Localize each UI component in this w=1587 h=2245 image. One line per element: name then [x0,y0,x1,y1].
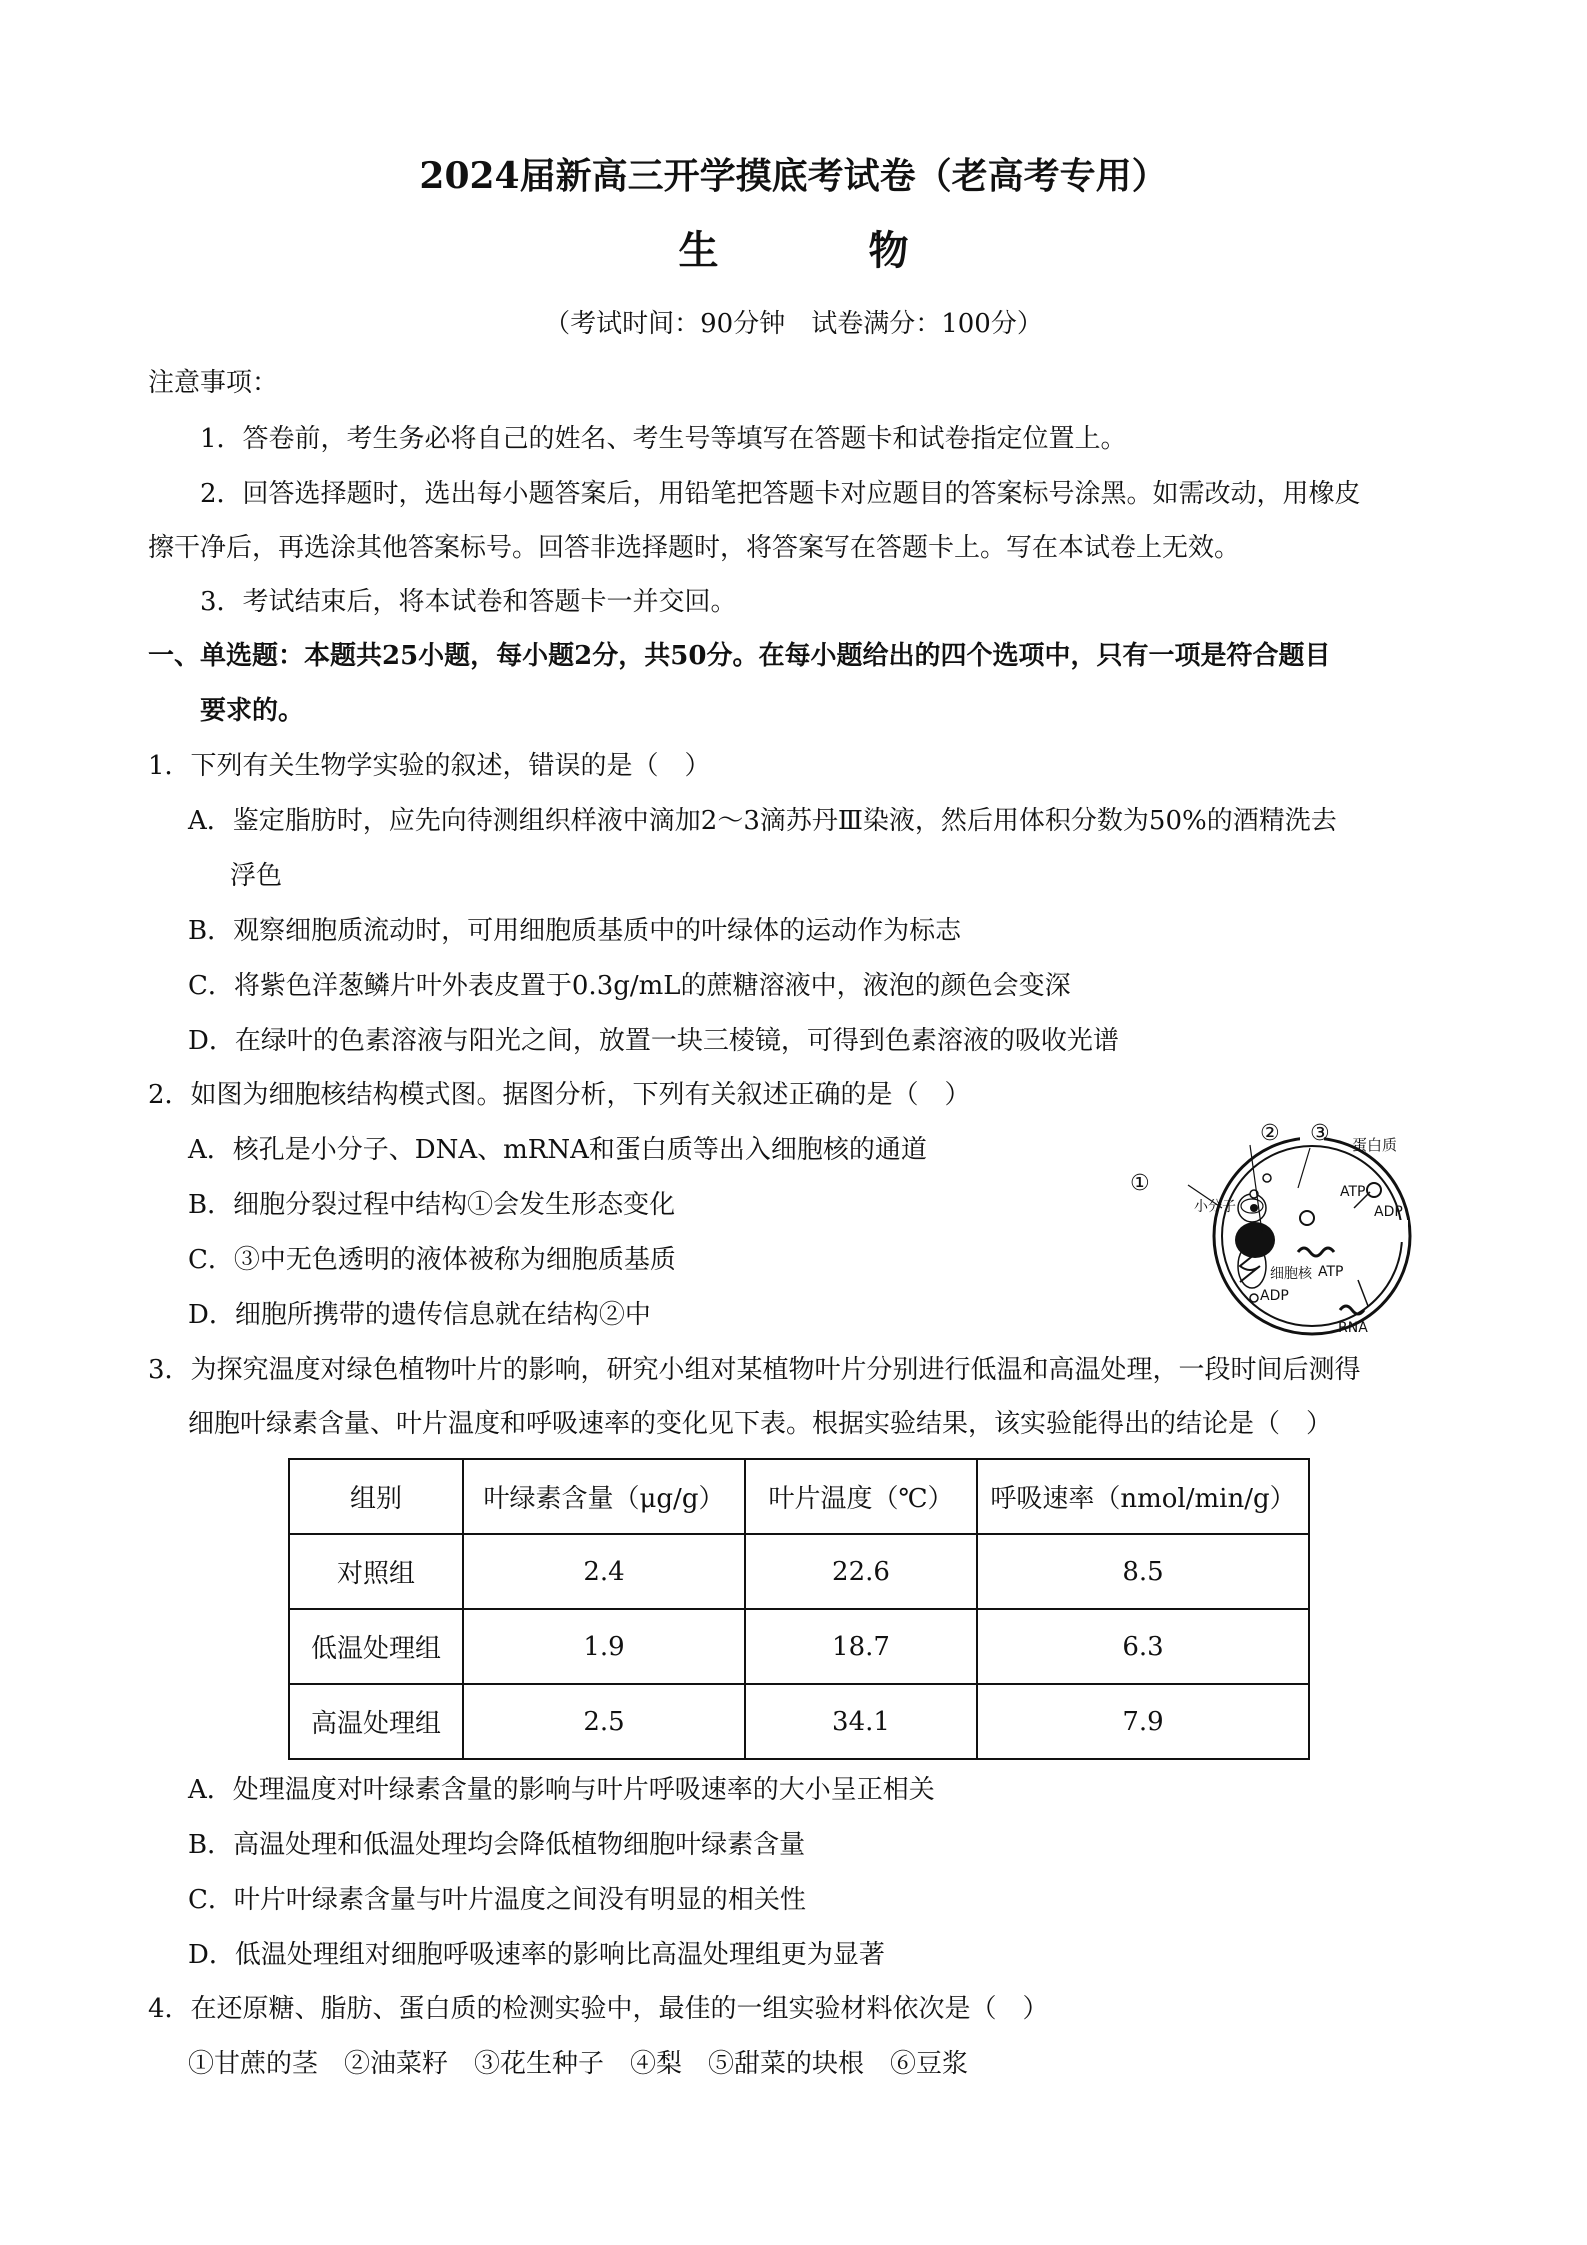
atp-label-bottom: ATP [1318,1264,1344,1280]
protein-label: 蛋白质 [1352,1136,1398,1154]
q4-stem: 4．在还原糖、脂肪、蛋白质的检测实验中，最佳的一组实验材料依次是（ ） [148,1994,1049,2024]
q1-option-b: B．观察细胞质流动时，可用细胞质基质中的叶绿体的运动作为标志 [188,916,962,946]
section-1-line-2: 要求的。 [200,696,305,726]
pore-open-dot-2 [1263,1174,1271,1182]
chromatin-dot [1250,1294,1258,1302]
q1-option-a-line-2: 浮色 [230,861,283,891]
q4-material-options: ①甘蔗的茎 ②油菜籽 ③花生种子 ④梨 ⑤甜菜的块根 ⑥豆浆 [188,2049,969,2079]
arrow-rna-out [1358,1280,1368,1306]
q2-option-d: D．细胞所携带的遗传信息就在结构②中 [188,1300,651,1330]
nucleus-structure-diagram [1122,1110,1492,1340]
small-molecule-label: 小分子 [1194,1199,1236,1215]
table-row [289,1609,1309,1684]
q3-option-d: D．低温处理组对细胞呼吸速率的影响比高温处理组更为显著 [188,1940,885,1970]
subject-heading [0,226,1587,276]
q1-option-a-line-1: A．鉴定脂肪时，应先向待测组织样液中滴加2～3滴苏丹Ⅲ染液，然后用体积分数为50%的酒精洗去 [188,806,1337,836]
q2-option-b: B．细胞分裂过程中结构①会发生形态变化 [188,1190,676,1220]
table-cell: 34.1 [745,1684,977,1759]
adp-label-bottom: ADP [1260,1288,1289,1304]
table-row [289,1684,1309,1759]
table-cell: 6.3 [977,1609,1309,1684]
q3-results-table [288,1458,1310,1760]
rna-strand-inside [1298,1248,1334,1256]
exam-title: 2024届新高三开学摸底考试卷（老高考专用） [419,155,1168,197]
subject-char-1: 生 [678,227,719,274]
table-cell: 高温处理组 [289,1684,463,1759]
adp-label-top: ADP [1374,1204,1403,1220]
q2-option-a: A．核孔是小分子、DNA、mRNA和蛋白质等出入细胞核的通道 [188,1135,927,1165]
protein-circle [1367,1183,1381,1197]
table-cell: 2.4 [463,1534,745,1609]
label-1: ② [1260,1121,1280,1146]
table-cell: 7.9 [977,1684,1309,1759]
pore-dot [1250,1204,1258,1212]
atp-label-top: ATP [1340,1184,1366,1200]
notes-item-3: 3．考试结束后，将本试卷和答题卡一并交回。 [200,587,737,617]
table-cell: 1.9 [463,1609,745,1684]
table-header-row [289,1459,1309,1534]
nucleus-label: 细胞核 [1270,1266,1312,1282]
table-cell: 8.5 [977,1534,1309,1609]
label-3: ③ [1310,1121,1330,1146]
table-header-cell: 叶片温度（℃） [745,1459,977,1534]
rna-label: RNA [1338,1320,1368,1336]
table-header-cell: 叶绿素含量（μg/g） [463,1459,745,1534]
small-molecule-dot [1300,1211,1314,1225]
q3-option-c: C．叶片叶绿素含量与叶片温度之间没有明显的相关性 [188,1885,806,1915]
table-header-cell: 呼吸速率（nmol/min/g） [977,1459,1309,1534]
section-1-line-1: 一、单选题：本题共25小题，每小题2分，共50分。在每小题给出的四个选项中，只有一项是符合题目 [148,641,1331,671]
q3-stem-line-2: 细胞叶绿素含量、叶片温度和呼吸速率的变化见下表。根据实验结果，该实验能得出的结论是（ ） [188,1409,1333,1439]
subject-char-2: 物 [868,227,909,274]
label-2: ① [1130,1171,1150,1196]
q3-stem-line-1: 3．为探究温度对绿色植物叶片的影响，研究小组对某植物叶片分别进行低温和高温处理，一段时间后测得 [148,1355,1361,1385]
notes-item-2-line-2: 擦干净后，再选涂其他答案标号。回答非选择题时，将答案写在答题卡上。写在本试卷上无效。 [148,533,1241,563]
table-row [289,1534,1309,1609]
rna-strand-outside [1340,1306,1364,1314]
leader-3 [1298,1148,1310,1188]
nuclear-pore-right [1392,1220,1408,1242]
notes-heading: 注意事项： [148,368,279,398]
nucleolus [1235,1222,1275,1258]
table-cell: 22.6 [745,1534,977,1609]
notes-item-2-line-1: 2．回答选择题时，选出每小题答案后，用铅笔把答题卡对应题目的答案标号涂黑。如需改动，用橡皮 [200,479,1361,509]
table-cell: 2.5 [463,1684,745,1759]
q1-option-d: D．在绿叶的色素溶液与阳光之间，放置一块三棱镜，可得到色素溶液的吸收光谱 [188,1026,1119,1056]
table-cell: 对照组 [289,1534,463,1609]
table-header-cell: 组别 [289,1459,463,1534]
notes-item-1: 1．答卷前，考生务必将自己的姓名、考生号等填写在答题卡和试卷指定位置上。 [200,424,1127,454]
table-cell: 18.7 [745,1609,977,1684]
q1-stem: 1．下列有关生物学实验的叙述，错误的是（ ） [148,751,711,781]
q1-option-c: C．将紫色洋葱鳞片叶外表皮置于0.3g/mL的蔗糖溶液中，液泡的颜色会变深 [188,971,1071,1001]
table-cell: 低温处理组 [289,1609,463,1684]
q2-stem: 2．如图为细胞核结构模式图。据图分析，下列有关叙述正确的是（ ） [148,1080,971,1110]
q3-option-a: A．处理温度对叶绿素含量的影响与叶片呼吸速率的大小呈正相关 [188,1775,935,1805]
exam-time-info: （考试时间：90分钟 试卷满分：100分） [544,309,1043,339]
q3-option-b: B．高温处理和低温处理均会降低植物细胞叶绿素含量 [188,1830,806,1860]
q2-option-c: C．③中无色透明的液体被称为细胞质基质 [188,1245,676,1275]
